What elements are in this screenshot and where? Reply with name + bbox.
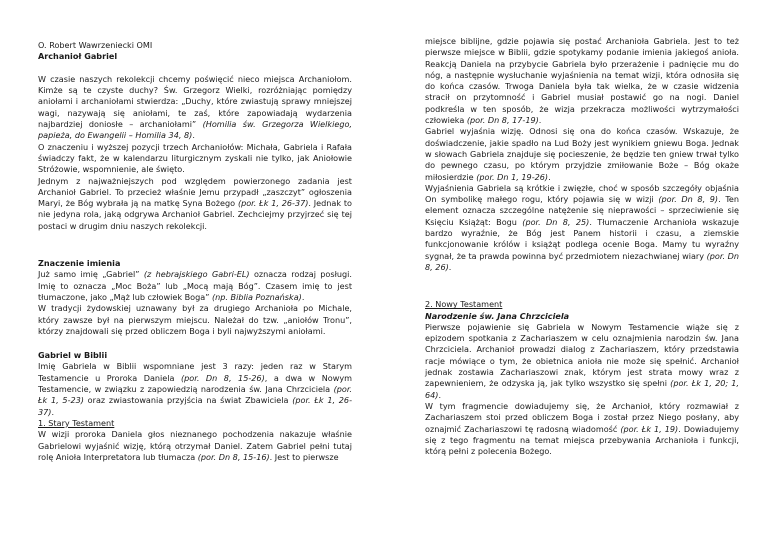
- paragraph: miejsce biblijne, gdzie pojawia się postać Archanioła Gabriela. Jest to też pierwsze miejsce w Biblii, gdzie spotykamy podanie imienia jakiegoś anioła. Reakcją Daniela na przybycie Gabriela było przerażenie i padnięcie mu do nóg, a następnie wysłuchanie wyjaśnienia na temat wizji, która odnosiła się do końca czasów. Trwoga Daniela była tak wielka, że w czasie widzenia stracił on przytomność i Gabriel musiał postawić go na nogi. Daniel podkreśla w ten sposób, że wizja przekracza możliwości wytrzymałości człowieka (por. Dn 8, 17-19).: [425, 36, 739, 126]
- paragraph: O znaczeniu i wyższej pozycji trzech Archaniołów: Michała, Gabriela i Rafała świadczy fakt, że w kalendarzu liturgicznym zyskali nie tylko, jak Aniołowie Stróżowie, wspomnienie, ale święto.: [38, 141, 352, 175]
- paragraph: W tym fragmencie dowiadujemy się, że Archanioł, który rozmawiał z Zachariaszem stoi przed obliczem Boga i został przez Niego posłany, aby oznajmić Zachariaszowi tę radosną wiadomość (por. Łk 1, 19). Dowiadujemy się z tego fragmentu na temat miejsca przebywania Archanioła i funkcji, którą pełni z polecenia Bożego.: [425, 400, 740, 457]
- subsection-title: Narodzenie św. Jana Chrzciciela: [425, 310, 570, 321]
- author: O. Robert Wawrzeniecki OMI: [38, 40, 153, 50]
- subsection-heading: 2. Nowy Testament: [425, 299, 503, 310]
- paragraph: Już samo imię „Gabriel” (z hebrajskiego Gabri-EL) oznacza rodzaj posługi. Imię to oznacza „Moc Boża” lub „Mocą mają Bóg”. Czasem imię to jest tłumaczone, jako „Mąż lub człowiek Boga” (np. Biblia Poznańska).: [38, 269, 352, 302]
- paragraph: W tradycji żydowskiej uznawany był za drugiego Archanioła po Michale, który zawsze był na pierwszym miejscu. Należał do tzw. „aniołów Tronu”, którzy znajdowali się przed obliczem Boga i byli najwyższymi aniołami.: [38, 303, 352, 336]
- paragraph: Pierwsze pojawienie się Gabriela w Nowym Testamencie wiąże się z epizodem spotkania z Zachariaszem w celu oznajmienia narodzin św. Jana Chrzciciela. Archanioł prowadzi dialog z Zachariaszem, który przedstawia racje mówiące o tym, że obietnica anioła nie może się spełnić. Archanioł jednak zostawia Zachariaszowi znak, którym jest strata mowy wraz z zapewnieniem, że odzyska ją, jak tylko wszystko się spełni (por. Łk 1, 20; 1, 64).: [425, 321, 739, 400]
- document-title: Archanioł Gabriel: [38, 51, 118, 62]
- left-column: [38, 40, 352, 463]
- paragraph: Wyjaśnienia Gabriela są krótkie i zwięzłe, choć w sposób szczegóły objaśnia On symbolikę małego rogu, który pojawia się w wizji (por. Dn 8, 9). Ten element oznacza szczególne natężenie się nieprawości – sprzeciwienie się Księciu Książąt: Bogu (por. Dn 8, 25). Tłumaczenie Archanioła wskazuje bardzo wyraźnie, że Bóg jest Panem historii i czasu, a ziemskie funkcjonowanie królów i książąt podlega ocenie Boga. Mamy tu wyraźny sygnał, że ta prawda powinna być przedmiotem niezachwianej wiary (por. Dn 8, 26).: [425, 182, 739, 272]
- section-heading: Znaczenie imienia: [38, 258, 121, 269]
- subsection-heading: 1. Stary Testament: [38, 417, 115, 428]
- paragraph: Imię Gabriela w Biblii wspomniane jest 3 razy: jeden raz w Starym Testamencie u Proroka Daniela (por. Dn 8, 15-26), a dwa w Nowym Testamencie, w związku z zapowiedzią narodzenia św. Jana Chrzciciela (por. Łk 1, 5-23) oraz zwiastowania przyjścia na świat Zbawiciela (por. Łk 1, 26-37).: [38, 361, 352, 417]
- paragraph: W czasie naszych rekolekcji chcemy poświęcić nieco miejsca Archaniołom. Kimże są te czyste duchy? Św. Grzegorz Wielki, rozróżniając pomiędzy aniołami i archaniołami stwierdza: „Duchy, które zwiastują sprawy mniejszej wagi, nazywają się aniołami, te zaś, które zapowiadają wydarzenia najbardziej doniosłe – archaniołami” (Homilia św. Grzegorza Wielkiego, papieża, do Ewangelii – Homilia 34, 8).: [38, 73, 352, 141]
- section-heading: Gabriel w Biblii: [38, 350, 108, 361]
- paragraph: Jednym z najważniejszych pod względem powierzonego zadania jest Archanioł Gabriel. To przecież właśnie Jemu przypadł „zaszczyt” ogłoszenia Maryi, że Bóg wybrała ją na matkę Syna Bożego (por. Łk 1, 26-37). Jednak to nie jedyna rola, jaką odgrywa Archanioł Gabriel. Zechciejmy przyjrzeć się tej postaci w drugim dniu naszych rekolekcji.: [38, 175, 352, 231]
- paragraph: Gabriel wyjaśnia wizję. Odnosi się ona do końca czasów. Wskazuje, że doświadczenie, jakie spadło na Lud Boży jest wynikiem gniewu Boga. Jednak w słowach Gabriela znajduje się pocieszenie, że będzie ten gniew trwał tylko do pewnego czasu, po którym przyjdzie zmiłowanie Boże – Bóg okaże miłosierdzie (por. Dn 1, 19-26).: [425, 126, 739, 182]
- paragraph: W wizji proroka Daniela głos nieznanego pochodzenia nakazuje właśnie Gabrielowi wyjaśnić wizję, którą otrzymał Daniel. Zatem Gabriel pełni tutaj rolę Anioła Interpretatora lub tłumacza (por. Dn 8, 15-16). Jest to pierwsze: [38, 429, 352, 462]
- right-column: [425, 36, 739, 457]
